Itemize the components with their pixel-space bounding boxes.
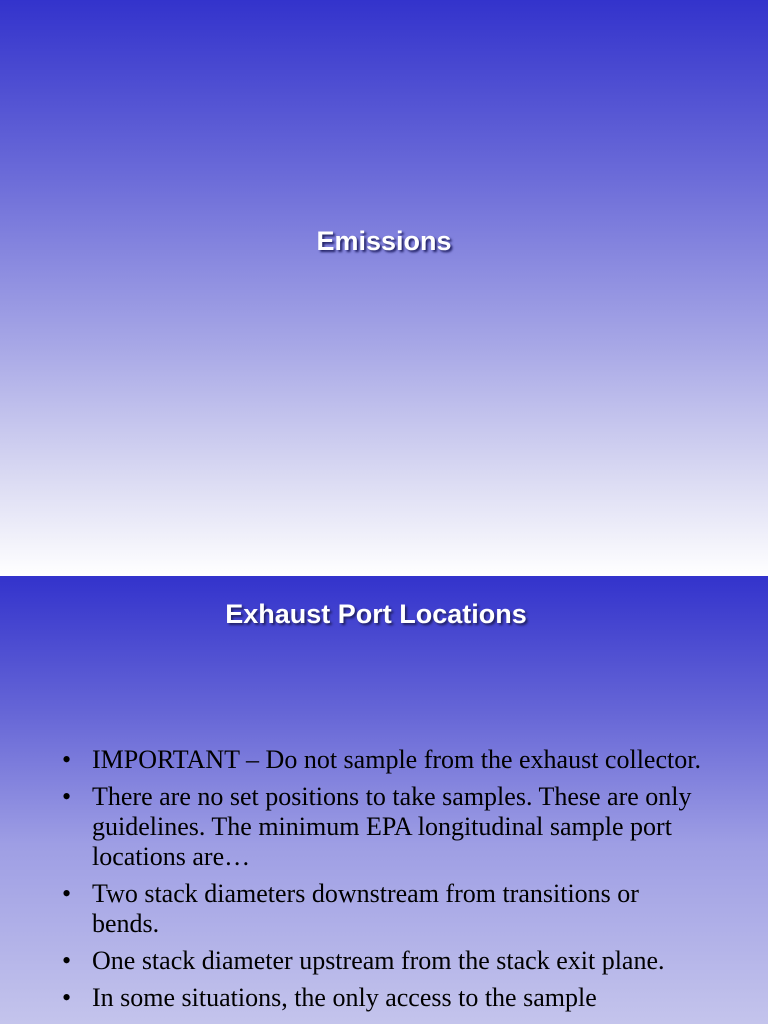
bullet-list [62, 745, 702, 1020]
bullet-item [62, 745, 702, 775]
bullet-icon: • [62, 879, 72, 908]
bullet-icon: • [62, 983, 72, 1012]
bullet-item [62, 983, 702, 1013]
bullet-text: There are no set positions to take samples. These are only guidelines. The minimum EPA longitudinal sample port locations are… [92, 782, 692, 871]
bullet-text: In some situations, the only access to the sample [92, 983, 597, 1012]
bullet-item [62, 879, 702, 939]
bullet-item [62, 946, 702, 976]
bullet-text: Two stack diameters downstream from transitions or bends. [92, 879, 639, 938]
slide-title: Exhaust Port Locations [225, 599, 527, 629]
slide-exhaust-port-locations [0, 576, 768, 1024]
bullet-item [62, 782, 702, 872]
bullet-icon: • [62, 946, 72, 975]
bullet-text: IMPORTANT – Do not sample from the exhaust collector. [92, 745, 701, 774]
bullet-icon: • [62, 745, 72, 774]
bullet-text: One stack diameter upstream from the stack exit plane. [92, 946, 665, 975]
slide-title: Emissions [316, 226, 452, 256]
bullet-icon: • [62, 782, 72, 811]
